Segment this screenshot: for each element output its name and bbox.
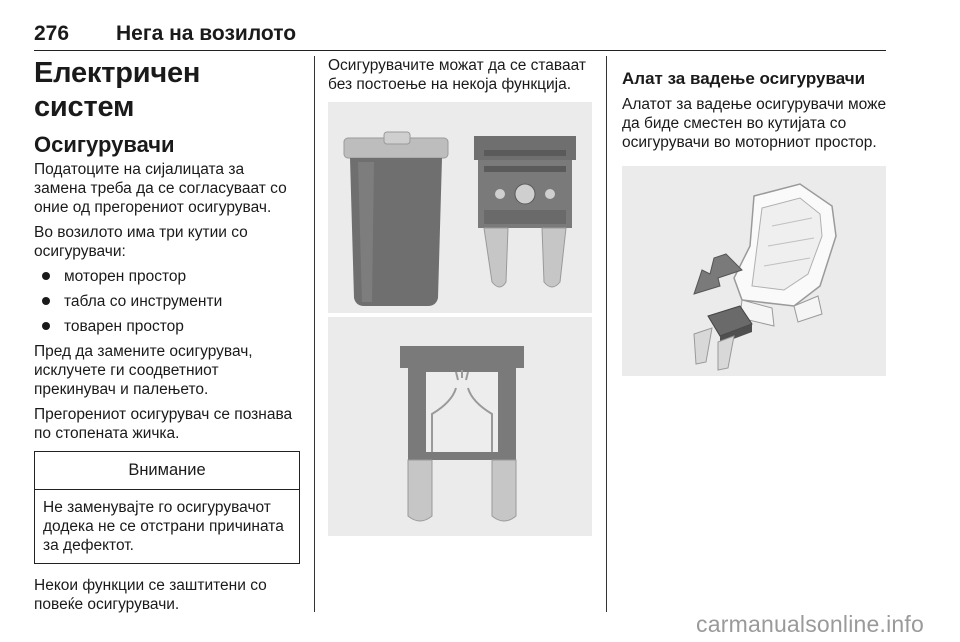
- fuse-puller-image: [622, 166, 886, 376]
- paragraph: Прегорениот осигурувач се познава по стопената жичка.: [34, 406, 293, 442]
- column-divider: [314, 56, 315, 612]
- watermark: carmanualsonline.info: [696, 611, 924, 637]
- caution-text: Не заменувајте го осигурувачот додека не се отстрани причината за дефектот.: [43, 499, 284, 554]
- paragraph: Некои функции се заштитени со повеќе осигурувачи.: [34, 577, 267, 613]
- bullet-icon: [42, 322, 50, 330]
- section-title: Електричен систем: [34, 57, 201, 123]
- page-header: [34, 18, 886, 51]
- fuse-types-illustration: [328, 102, 592, 536]
- section-heading: Алат за вадење осигурувачи: [622, 69, 866, 88]
- list-item: моторен простор: [34, 267, 300, 286]
- column-divider: [606, 56, 607, 612]
- paragraph: Пред да замените осигурувач, исклучете ги соодветниот прекинувач и палењето.: [34, 343, 253, 398]
- bullet-icon: [42, 272, 50, 280]
- running-title: Нега на возилото: [116, 22, 297, 45]
- list-item: товарен простор: [34, 317, 300, 336]
- bullet-icon: [42, 297, 50, 305]
- paragraph: Осигурувачите можат да се ставаат без постоење на некоја функција.: [328, 57, 586, 93]
- fuse-side-view: [344, 132, 448, 306]
- paragraph: Алатот за вадење осигурувачи може да биде сместен во кутијата со осигурувачи во моторниот простор.: [622, 96, 887, 151]
- paragraph: Податоците на сијалицата за замена треба да се согласуваат со оние од прегорениот осигурувач.: [34, 161, 287, 216]
- list-item: табла со инструменти: [34, 292, 300, 311]
- fuse-types-image: [328, 102, 592, 536]
- column-left: [34, 56, 300, 620]
- subsection-title: Осигурувачи: [34, 132, 175, 157]
- paragraph: Во возилото има три кутии со осигурувачи:: [34, 224, 248, 260]
- page-number: 276: [34, 22, 70, 45]
- column-right: [622, 56, 888, 376]
- caution-box: [34, 451, 300, 564]
- caution-title: Внимание: [35, 452, 299, 490]
- fuse-box-list: [34, 267, 300, 336]
- column-middle: [328, 56, 594, 536]
- fuse-puller-illustration: [622, 166, 886, 376]
